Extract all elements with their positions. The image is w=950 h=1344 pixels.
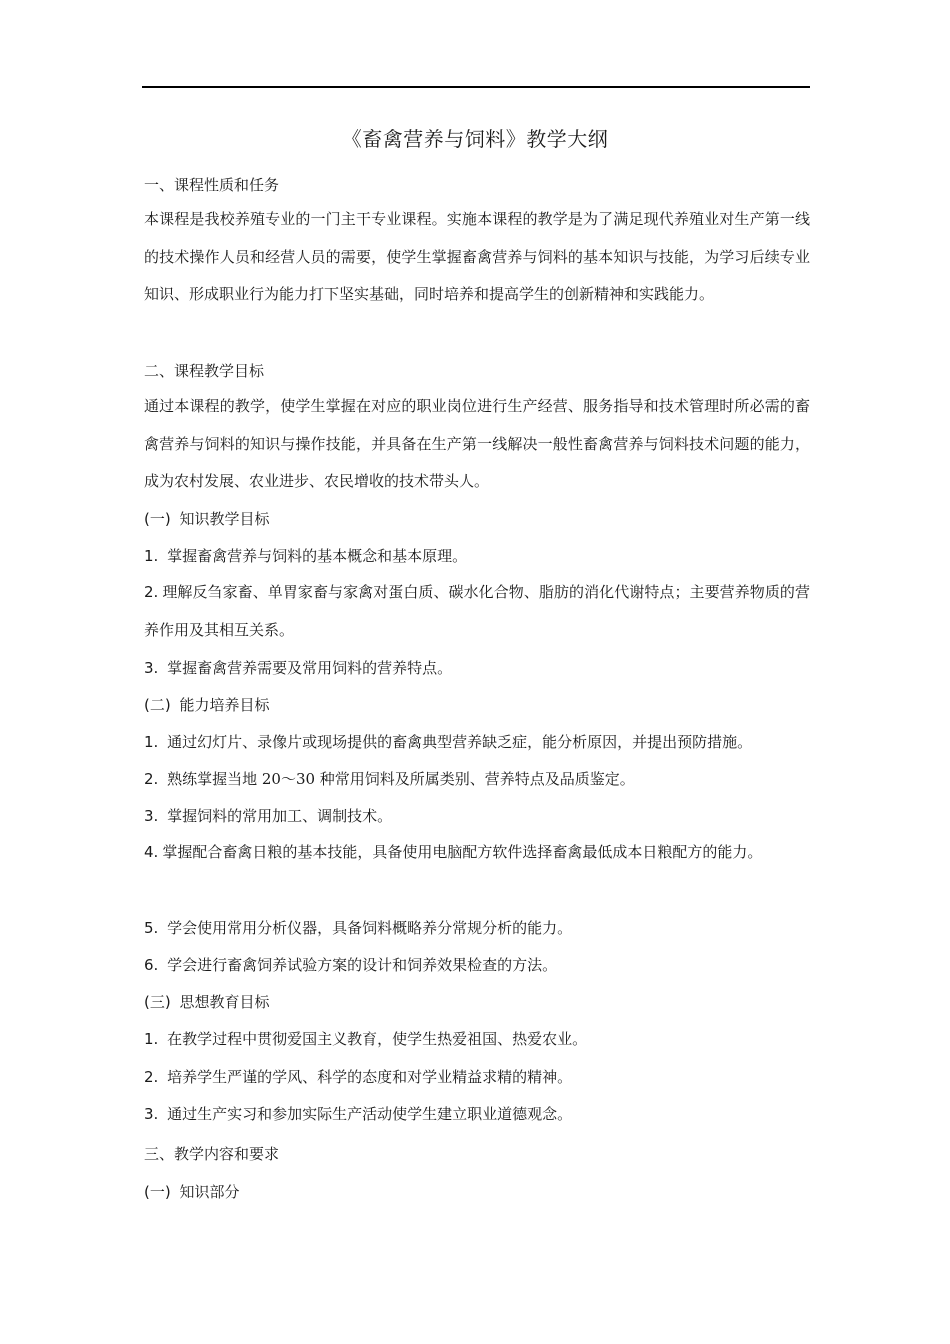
- section-heading-1: 一、课程性质和任务: [144, 176, 280, 194]
- subsection-number: (一): [144, 510, 171, 528]
- item-text: 理解反刍家畜、单胃家畜与家禽对蛋白质、碳水化合物、脂肪的消化代谢特点；主要营养物质的营养作用及其相互关系。: [144, 583, 810, 639]
- item-number: 1.: [144, 547, 159, 565]
- subsection-label: 知识教学目标: [179, 510, 270, 528]
- list-item: [144, 805, 392, 827]
- document-title: 《畜禽营养与饲料》教学大纲: [341, 127, 609, 151]
- list-item: [144, 657, 452, 679]
- item-number: 2.: [144, 1068, 159, 1086]
- item-text: 通过生产实习和参加实际生产活动使学生建立职业道德观念。: [167, 1105, 573, 1123]
- subsection-knowledge-part: [144, 1181, 240, 1203]
- item-number: 6.: [144, 956, 159, 974]
- section-heading-2: 二、课程教学目标: [144, 362, 265, 380]
- subsection-number: (三): [144, 993, 171, 1011]
- item-number: 1.: [144, 1030, 159, 1048]
- item-text: 学会进行畜禽饲养试验方案的设计和饲养效果检查的方法。: [167, 956, 558, 974]
- list-item: [144, 1103, 572, 1125]
- list-item: [144, 1028, 587, 1050]
- list-item: [144, 1066, 572, 1088]
- item-number: 2.: [144, 770, 159, 788]
- item-text: 掌握畜禽营养与饲料的基本概念和基本原理。: [167, 547, 468, 565]
- subsection-ability: [144, 694, 270, 716]
- item-text: 通过幻灯片、录像片或现场提供的畜禽典型营养缺乏症，能分析原因，并提出预防措施。: [167, 733, 753, 751]
- item-number: 1.: [144, 733, 159, 751]
- paragraph-course-goals: 通过本课程的教学，使学生掌握在对应的职业岗位进行生产经营、服务指导和技术管理时所必需的畜禽营养与饲料的知识与操作技能，并具备在生产第一线解决一般性畜禽营养与饲料技术问题的能力，成为农村发展、农业进步、农民增收的技术带头人。: [144, 397, 810, 490]
- item-text: 掌握配合畜禽日粮的基本技能，具备使用电脑配方软件选择畜禽最低成本日粮配方的能力。: [162, 843, 763, 861]
- list-item: [144, 768, 635, 790]
- item-number: 2.: [144, 583, 159, 601]
- item-text: 在教学过程中贯彻爱国主义教育，使学生热爱祖国、热爱农业。: [167, 1030, 588, 1048]
- subsection-label: 思想教育目标: [179, 993, 270, 1011]
- list-item: [144, 731, 752, 753]
- list-item: [144, 954, 557, 976]
- item-text: 掌握畜禽营养需要及常用饲料的营养特点。: [167, 659, 453, 677]
- header-rule: [142, 86, 810, 88]
- item-text: 掌握饲料的常用加工、调制技术。: [167, 807, 393, 825]
- subsection-label: 知识部分: [179, 1183, 240, 1201]
- item-number: 4.: [144, 843, 159, 861]
- subsection-label: 能力培养目标: [179, 696, 270, 714]
- list-item: [144, 834, 810, 872]
- paragraph-course-nature: 本课程是我校养殖专业的一门主干专业课程。实施本课程的教学是为了满足现代养殖业对生产第一线的技术操作人员和经营人员的需要，使学生掌握畜禽营养与饲料的基本知识与技能，为学习后续专业知识、形成职业行为能力打下坚实基础，同时培养和提高学生的创新精神和实践能力。: [144, 210, 810, 303]
- subsection-ideology: [144, 991, 270, 1013]
- list-item: [144, 917, 572, 939]
- item-number: 5.: [144, 919, 159, 937]
- item-text: 学会使用常用分析仪器，具备饲料概略养分常规分析的能力。: [167, 919, 573, 937]
- item-number: 3.: [144, 1105, 159, 1123]
- list-item: [144, 574, 810, 649]
- subsection-number: (一): [144, 1183, 171, 1201]
- section-heading-3: 三、教学内容和要求: [144, 1145, 280, 1163]
- list-item: [144, 545, 467, 567]
- subsection-number: (二): [144, 696, 171, 714]
- item-number: 3.: [144, 807, 159, 825]
- item-text: 熟练掌握当地 20～30 种常用饲料及所属类别、营养特点及品质鉴定。: [167, 770, 635, 788]
- subsection-knowledge: [144, 508, 270, 530]
- item-number: 3.: [144, 659, 159, 677]
- item-text: 培养学生严谨的学风、科学的态度和对学业精益求精的精神。: [167, 1068, 573, 1086]
